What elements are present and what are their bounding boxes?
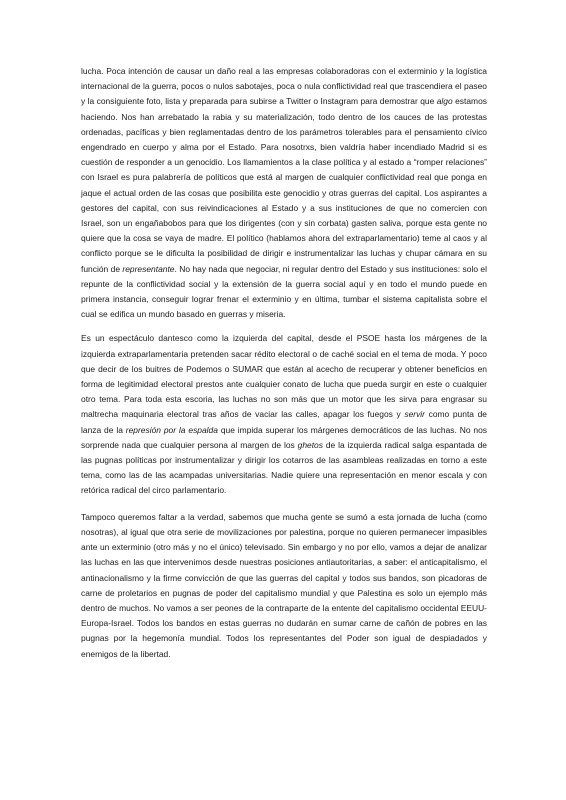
text-run: . No hay nada que negociar, ni regular dentro del Estado y sus instituciones: solo el repunte de la conflictividad social y la extensión de la guerra social aquí y en todo el mundo puede en primera instancia, conseguir lograr frenar el exterminio y en última, tumbar el sistema capitalista sobre el cual se edifica un mundo basado en guerras y miseria. [81, 263, 487, 320]
text-run: estamos haciendo. Nos han arrebatado la rabia y su materialización, todo dentro de los cauces de las protestas ordenadas, pacíficas y bien reglamentadas dentro de los parámetros tolerables para el pensamiento cívico engendrado en cuerpo y alma por el Estado. Para nosotrxs, bien valdría haber incendiado Madrid si es cuestión de responder a un genocidio. Los llamamientos a la clase política y al estado a “romper relaciones” con Israel es pura palabrería de políticos que está al margen de cualquier conflictividad real que ponga en jaque el actual orden de las cosas que posibilita este genocidio y otras guerras del capital. Los aspirantes a gestores del capital, con sus reivindicaciones al Estado y a sus instituciones de que no comercien con Israel, son un engañabobos para que los dirigentes (con y sin corbata) gasten saliva, porque esta gente no quiere que la cosa se vaya de madre. El político (hablamos ahora del extraparlamentario) teme al caos y al conflicto porque se le dificulta la posibilidad de dirigir e instrumentalizar las luchas y chupar cámara en su función de [81, 96, 487, 274]
emphasis-text: represión por la espalda [125, 424, 218, 435]
emphasis-text: servir [404, 409, 425, 420]
emphasis-text: algo [436, 96, 453, 107]
text-run: Es un espectáculo dantesco como la izquierda del capital, desde el PSOE hasta los márgenes de la izquierda extraparlamentaria pretenden sacar rédito electoral o de caché social en el tema de moda. Y poco que decir de los buitres de Podemos o SUMAR que están al acecho de recuperar y obtener beneficios en forma de legitimidad electoral prestos ante cualquier conato de lucha que pueda surgir en este o cualquier otro tema. Para toda esta escoria, las luchas no son más que un motor que les sirva para engrasar su maltrecha maquinaria electoral tras años de vaciar las calles, apagar los fuegos y [81, 333, 487, 420]
text-run: que impida superar los márgenes democráticos de las luchas. No nos sorprende nada que cualquier persona al margen de los [81, 424, 487, 450]
paragraph-1 [81, 64, 487, 322]
paragraph-3 [81, 510, 487, 662]
text-run: como punta de lanza de la [81, 409, 487, 435]
paragraph-2 [81, 331, 487, 498]
text-run: Tampoco queremos faltar a la verdad, sabemos que mucha gente se sumó a esta jornada de lucha (como nosotras), al igual que otra serie de movilizaciones por palestina, porque no quieren permanecer impasibles ante un exterminio (otro más y no el único) televisado. Sin embargo y no por ello, vamos a dejar de analizar las luchas en las que intervenimos desde nuestras posiciones antiautoritarias, a saber: el anticapitalismo, el antinacionalismo y la firme convicción de que las guerras del capital y todos sus bandos, son picadoras de carne de proletarios en pugnas de poder del capitalismo mundial y que Palestina es solo un ejemplo más dentro de muchos. No vamos a ser peones de la contraparte de la entente del capitalismo occidental EEUU-Europa-Israel. Todos los bandos en estas guerras no dudarán en sumar carne de cañón de pobres en las pugnas por la hegemonía mundial. Todos los representantes del Poder son igual de despiadados y enemigos de la libertad. [81, 511, 487, 659]
text-run: de la izquierda radical salga espantada de las pugnas políticas por instrumentalizar y dirigir los cotarros de las asambleas realizadas en torno a este tema, como las de las acampadas universitarias. Nadie quiere una representación en menor escala y con retórica radical del circo parlamentario. [81, 439, 487, 496]
emphasis-text: ghetos [297, 439, 323, 450]
text-run: lucha. Poca intención de causar un daño real a las empresas colaboradoras con el exterminio y la logística internacional de la guerra, pocos o nulos sabotajes, poca o nula conflictividad real que trascendiera el paseo y la consiguiente foto, lista y preparada para subirse a Twitter o Instagram para demostrar que [81, 66, 487, 107]
emphasis-text: representante [122, 263, 175, 274]
document-body [81, 64, 487, 672]
